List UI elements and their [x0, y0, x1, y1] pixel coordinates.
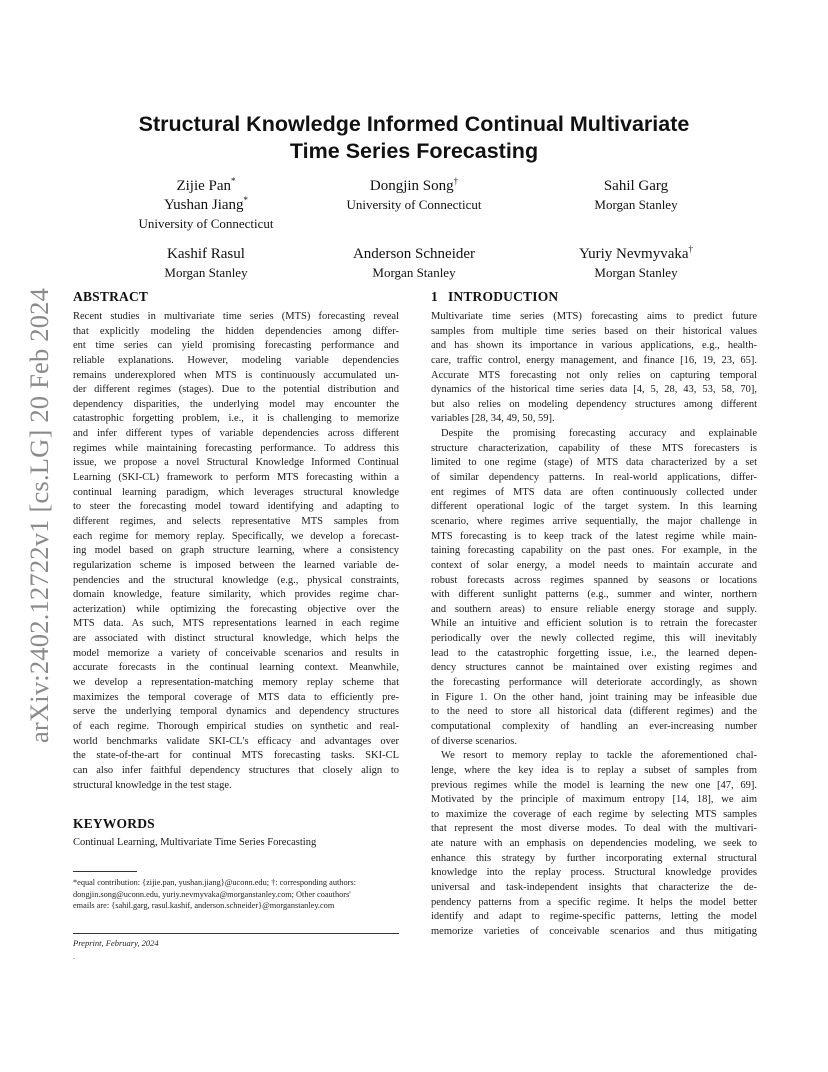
- text-line: Recent studies in multivariate time series (MTS) forecasting reveal: [73, 311, 399, 322]
- author-name: Zijie Pan*: [176, 176, 236, 194]
- author-name: Kashif Rasul: [167, 246, 245, 262]
- text-line: pendencies and the structural knowledge (e.g., physical constraints,: [73, 574, 399, 586]
- author-affiliation: Morgan Stanley: [594, 197, 678, 212]
- text-line: and has shown its importance in various applications, e.g., health-: [431, 340, 757, 352]
- footnote-line: emails are: {sahil.garg, rasul.kashif, anderson.schneider}@morganstanley.com: [73, 901, 335, 910]
- text-line: Despite the promising forecasting accuracy and explainable: [441, 428, 757, 440]
- author-name: Yuriy Nevmyvaka†: [578, 244, 694, 262]
- text-line: to the need to store all historical data (different regimes) and the: [431, 706, 757, 718]
- text-line: the state-of-the-art for continual MTS forecasting tasks. SKI-CL: [73, 750, 399, 762]
- text-line: are associated with distinct structural knowledge, which helps the: [73, 633, 399, 645]
- footnote-line: dongjin.song@uconn.edu, yuriy.nevmyvaka@morganstanley.com; Other coauthors': [73, 889, 351, 899]
- text-line: structure characterization, capability of these MTS forecasters is: [431, 442, 757, 454]
- text-line: each regime for memory replay. Specifically, we develop a forecast-: [73, 530, 399, 542]
- text-line: ent regimes of MTS data are often continuously collected under: [431, 486, 757, 498]
- text-line: that explicitly modeling the hidden dependencies among differ-: [73, 325, 399, 337]
- footnote-line: *equal contribution: {zijie.pan, yushan.jiang}@uconn.edu; †: corresponding authors:: [73, 878, 356, 887]
- text-line: of diverse scenarios.: [431, 735, 518, 747]
- text-line: knowledge into the replay process. Structural knowledge provides: [431, 867, 757, 879]
- author-affiliation: Morgan Stanley: [594, 265, 678, 280]
- author-block-5: [304, 245, 524, 281]
- keywords-text: Continual Learning, Multivariate Time Series Forecasting: [73, 837, 317, 848]
- author-affiliation: University of Connecticut: [346, 197, 482, 212]
- author-block-1: [96, 177, 316, 232]
- text-line: reliable explanations. However, modeling variable dependencies: [73, 354, 399, 366]
- text-line: continual learning paradigm, which leverages structural knowledge: [73, 486, 399, 498]
- author-affiliation: Morgan Stanley: [164, 265, 248, 280]
- text-line: dependency disparities, the underlying model may encounter the: [73, 398, 399, 410]
- text-line: to maximize the coverage of each regime by selecting MTS samples: [431, 808, 757, 820]
- text-line: with different sunlight patterns (e.g., summer and winter, northern: [431, 589, 757, 601]
- text-line: pendency patterns from a specific regime. It helps the model better: [431, 896, 757, 908]
- author-name: Sahil Garg: [603, 178, 669, 194]
- text-line: Motivated by the principle of maximum entropy [14, 18], we aim: [431, 794, 757, 806]
- text-line: different regimes, and selects representative MTS samples from: [73, 515, 399, 527]
- text-line: world benchmarks validate SKI-CL's efficacy and advantages over: [73, 735, 399, 747]
- text-line: issue, we propose a novel Structural Knowledge Informed Continual: [73, 457, 399, 469]
- text-line: serve the underlying temporal dynamics and dependency structures: [73, 706, 399, 718]
- text-line: domain knowledge, feature similarity, which provides regime char-: [73, 589, 399, 601]
- text-line: We resort to memory replay to tackle the aforementioned chal-: [441, 750, 757, 762]
- text-line: Learning (SKI-CL) framework to perform MTS forecasting within a: [73, 472, 399, 484]
- abstract-body: [73, 310, 399, 793]
- text-line: der different regimes (stages). Due to the potential distribution and: [73, 384, 399, 396]
- text-line: robust forecasts across regimes spanned by seasons or locations: [431, 574, 757, 586]
- page-dot: .: [73, 952, 75, 961]
- introduction-heading: [431, 288, 757, 306]
- text-line: computational complexity of handling an ever-increasing number: [431, 720, 757, 732]
- text-line: Accurate MTS forecasting not only relies on capturing temporal: [431, 369, 757, 381]
- text-line: different operational logic of the target system. In this learning: [431, 501, 757, 513]
- text-line: periodically over the newly collected regime, this will inevitably: [431, 633, 757, 645]
- text-line: the forecasting performance will deteriorate accordingly, as shown: [431, 677, 757, 689]
- text-line: samples from multiple time series based on their historical values: [431, 325, 757, 337]
- text-line: of similar dependency patterns. In real-world applications, differ-: [431, 472, 757, 484]
- text-line: lenge, where the key idea is to replay a subset of samples from: [431, 764, 757, 776]
- text-line: ent time series can yield promising forecasting performance and: [73, 340, 399, 352]
- text-line: of each regime. Thorough empirical studies on synthetic and real-: [73, 720, 399, 732]
- text-line: limited to one regime (stage) of MTS data characterized by a set: [431, 457, 757, 469]
- text-line: MTS data. As such, MTS representations learned in each regime: [73, 618, 399, 630]
- text-line: While an intuitive and efficient solution is to retrain the forecaster: [431, 618, 757, 630]
- text-line: maximizes the temporal coverage of MTS data to efficiently pre-: [73, 691, 399, 703]
- text-line: model memorize a variety of conceivable scenarios and results in: [73, 647, 399, 659]
- text-line: memorize varieties of conceivable scenarios and thus mitigating: [431, 925, 757, 937]
- author-affiliation: University of Connecticut: [138, 216, 274, 231]
- author-name: Dongjin Song†: [369, 176, 459, 194]
- section-number: 1: [431, 289, 438, 304]
- text-line: previous regimes while the model is learning the new one [47, 69].: [431, 779, 757, 791]
- author-block-3: [526, 177, 746, 213]
- text-line: and infer different types of variable dependencies across different: [73, 428, 399, 440]
- author-name: Anderson Schneider: [352, 246, 476, 262]
- author-affiliation: Morgan Stanley: [372, 265, 456, 280]
- text-line: structural knowledge in the test stage.: [73, 779, 232, 791]
- text-line: regimes while maintaining forecasting performance. To address this: [73, 442, 399, 454]
- text-line: accurate forecasts in the continual learning context. Meanwhile,: [73, 662, 399, 674]
- text-line: identify and adapt to regime-specific patterns, letting the model: [431, 911, 757, 923]
- paper-title: [80, 111, 748, 165]
- text-line: variables [28, 34, 49, 50, 59].: [431, 413, 555, 425]
- footnote: [73, 877, 399, 912]
- text-line: context of solar energy, a model needs to maintain accurate and: [431, 559, 757, 571]
- arxiv-identifier-text: arXiv:2402.12722v1 [cs.LG] 20 Feb 2024: [24, 287, 55, 743]
- right-column: [431, 288, 757, 940]
- text-line: dynamics of the historical time series data [4, 5, 28, 43, 53, 58, 70],: [431, 384, 757, 396]
- arxiv-identifier-stamp: [10, 265, 70, 765]
- text-line: Multivariate time series (MTS) forecasting aims to predict future: [431, 311, 757, 322]
- text-line: can also infer faithful dependency structures that closely align to: [73, 764, 399, 776]
- text-line: ate nature with an emphasis on dependencies modeling, we seek to: [431, 838, 757, 850]
- section-title: INTRODUCTION: [447, 289, 559, 304]
- text-line: to steer the forecasting model toward identifying and adapting to: [73, 501, 399, 513]
- text-line: taining forecasting capability on the past ones. For example, in the: [431, 545, 757, 557]
- text-line: but also relies on modeling dependency structures among different: [431, 398, 757, 410]
- text-line: in Figure 1. On the other hand, joint training may be infeasible due: [431, 691, 757, 703]
- footnote-divider: [73, 871, 137, 872]
- left-column: [73, 288, 399, 793]
- introduction-body: [431, 310, 757, 940]
- author-block-4: [96, 245, 316, 281]
- text-line: MTS forecasting is to keep track of the latest regime while main-: [431, 530, 757, 542]
- text-line: care, traffic control, energy management, and finance [16, 19, 23, 65].: [431, 354, 757, 366]
- text-line: scenario, where regimes arrive sequentially, the major challenge in: [431, 515, 757, 527]
- text-line: we develop a representation-matching memory replay scheme that: [73, 677, 399, 689]
- text-line: dency structures cannot be maintained over existing regimes and: [431, 662, 757, 674]
- preprint-divider: [73, 933, 399, 934]
- text-line: catastrophic forgetting problem, i.e., it is challenging to memorize: [73, 413, 399, 425]
- abstract-heading: ABSTRACT: [73, 289, 149, 304]
- title-line-2: Time Series Forecasting: [289, 139, 539, 163]
- text-line: remains underexplored when MTS is continuously accumulated un-: [73, 369, 399, 381]
- text-line: and southern areas) to ensure reliable energy storage and supply.: [431, 603, 757, 615]
- text-line: acterization) while optimizing the forecasting objective over the: [73, 603, 399, 615]
- author-block-6: [526, 245, 746, 281]
- author-name: Yushan Jiang*: [163, 195, 249, 213]
- text-line: regularization scheme is imposed between the learned variable de-: [73, 559, 399, 571]
- keywords-heading: KEYWORDS: [73, 816, 155, 831]
- text-line: ing model based on graph structure learning, where a consistency: [73, 545, 399, 557]
- text-line: that represent the most diverse modes. To deal with the multivari-: [431, 823, 757, 835]
- text-line: lead to the catastrophic forgetting issue, i.e., the learned depen-: [431, 647, 757, 659]
- title-line-1: Structural Knowledge Informed Continual Multivariate: [138, 112, 690, 136]
- author-block-2: [304, 177, 524, 213]
- text-line: universal and task-independent insights that characterize the de-: [431, 881, 757, 893]
- preprint-note: Preprint, February, 2024: [73, 938, 159, 948]
- text-line: enhance this strategy by further incorporating external structural: [431, 852, 757, 864]
